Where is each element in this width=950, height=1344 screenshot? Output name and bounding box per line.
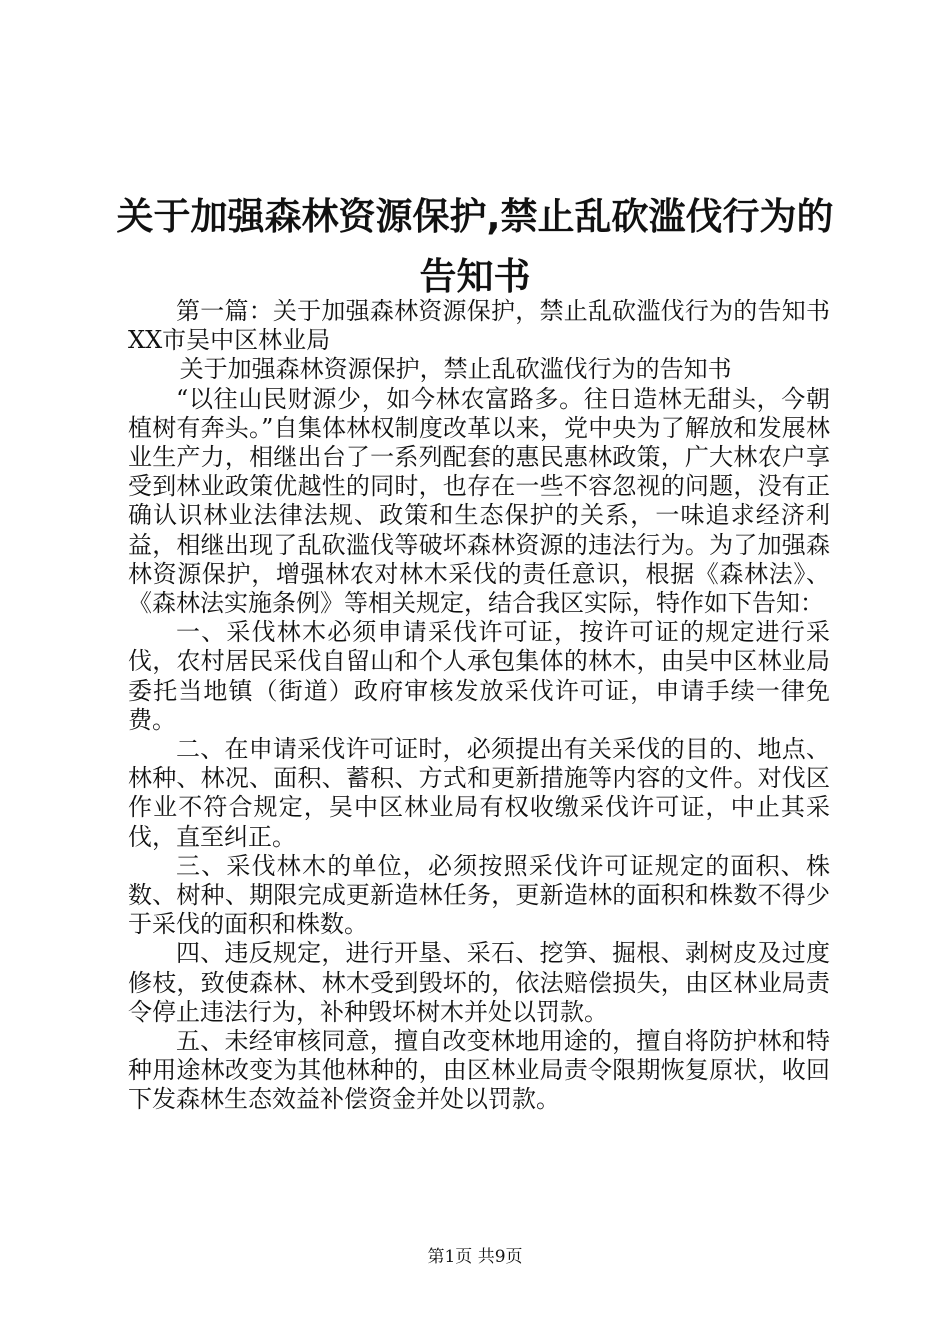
paragraph-intro: 第一篇：关于加强森林资源保护，禁止乱砍滥伐行为的告知书XX市吴中区林业局 (128, 297, 830, 355)
paragraph-preamble: “以往山民财源少，如今林农富路多。往日造林无甜头，今朝植树有奔头。”自集体林权制度改革以来，党中央为了解放和发展林业生产力，相继出台了一系列配套的惠民惠林政策，广大林农户享受到林业政策优越性的同时，也存在一些不容忽视的问题，没有正确认识林业法律法规、政策和生态保护的关系，一味追求经济利益，相继出现了乱砍滥伐等破坏森林资源的违法行为。为了加强森林资源保护，增强林农对林木采伐的责任意识，根据《森林法》、《森林法实施条例》等相关规定，结合我区实际，特作如下告知： (128, 384, 830, 618)
paragraph-subtitle: 关于加强森林资源保护，禁止乱砍滥伐行为的告知书 (179, 355, 732, 384)
document-title-line-1: 关于加强森林资源保护,禁止乱砍滥伐行为的 (116, 195, 834, 238)
paragraph-item-5: 五、未经审核同意，擅自改变林地用途的，擅自将防护林和特种用途林改变为其他林种的，由区林业局责令限期恢复原状，收回下发森林生态效益补偿资金并处以罚款。 (128, 1027, 830, 1114)
paragraph-item-3: 三、采伐林木的单位，必须按照采伐许可证规定的面积、株数、树种、期限完成更新造林任务，更新造林的面积和株数不得少于采伐的面积和株数。 (128, 851, 830, 939)
document-body (128, 297, 830, 1115)
document-title-line-2: 告知书 (419, 255, 531, 298)
paragraph-item-4: 四、违反规定，进行开垦、采石、挖笋、掘根、剥树皮及过度修枝，致使森林、林木受到毁坏的，依法赔偿损失，由区林业局责令停止违法行为，补种毁坏树木并处以罚款。 (128, 939, 830, 1026)
paragraph-item-2: 二、在申请采伐许可证时，必须提出有关采伐的目的、地点、林种、林况、面积、蓄积、方式和更新措施等内容的文件。对伐区作业不符合规定，吴中区林业局有权收缴采伐许可证，中止其采伐，直至纠正。 (128, 735, 830, 851)
paragraph-item-1: 一、采伐林木必须申请采伐许可证，按许可证的规定进行采伐，农村居民采伐自留山和个人承包集体的林木，由吴中区林业局委托当地镇（街道）政府审核发放采伐许可证，申请手续一律免费。 (128, 618, 830, 734)
page-number-footer: 第1页 共9页 (427, 1247, 523, 1267)
